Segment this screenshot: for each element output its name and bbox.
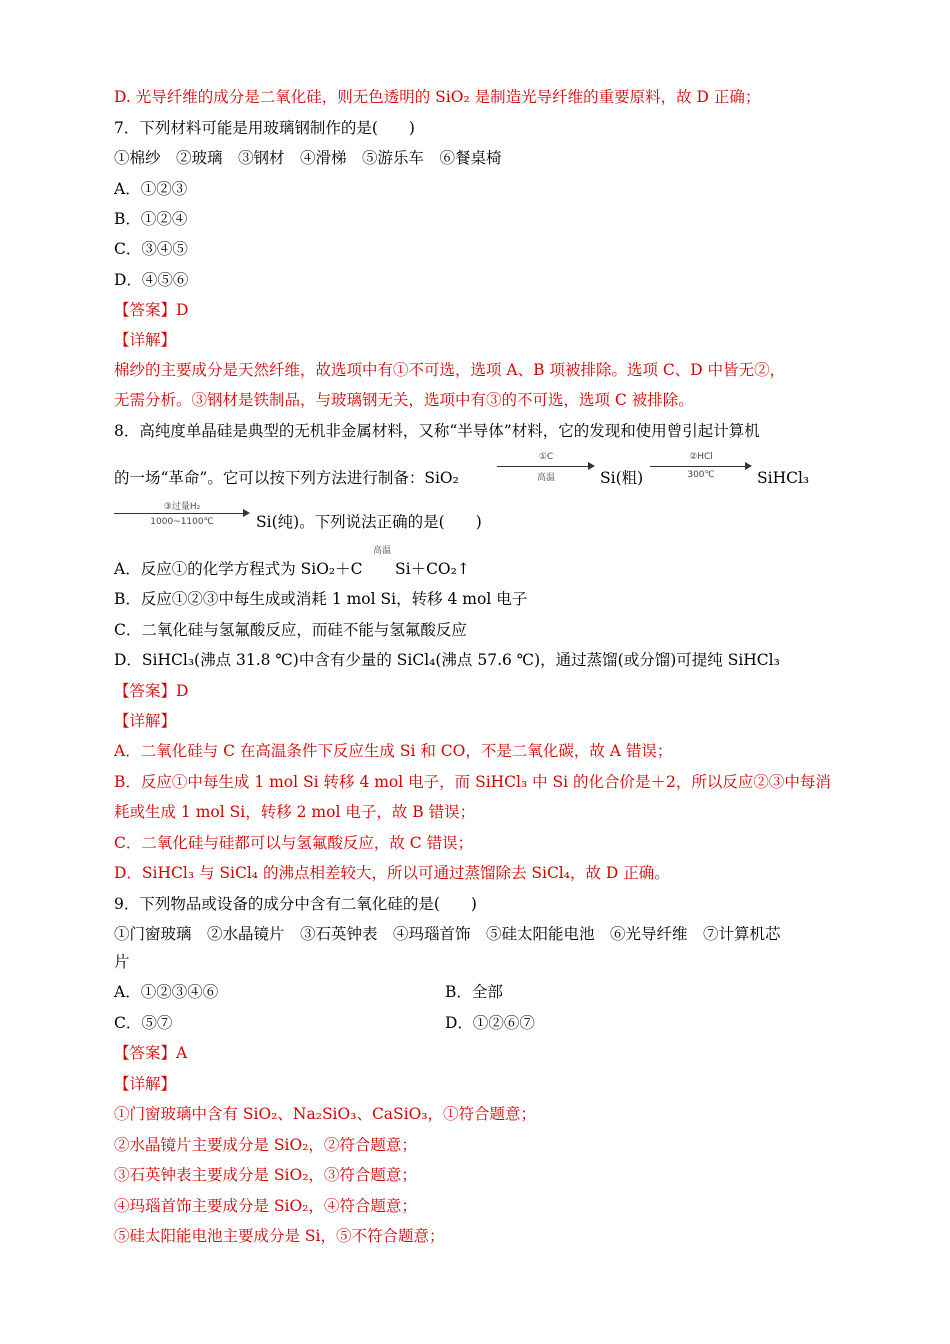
sihcl3: SiHCl₃ [757,469,810,487]
question-8-option-a-suffix: Si＋CO₂↑ [395,560,470,578]
explanation-label: 【详解】 [114,712,177,730]
explanation-line: D．SiHCl₃ 与 SiCl₄ 的沸点相差较大，所以可通过蒸馏除去 SiCl₄，故 D 正确。 [114,864,670,882]
question-8-stem: 8．高纯度单晶硅是典型的无机非金属材料，又称“半导体”材料，它的发现和使用曾引起计算机 [114,422,760,440]
question-7-option-d: D．④⑤⑥ [114,271,189,289]
question-9-option-a: A．①②③④⑥ [114,983,219,1001]
explanation-line: 棉纱的主要成分是天然纤维，故选项中有①不可选，选项 A、B 项被排除。选项 C、D 中皆无②， [114,361,786,379]
explanation-line: ②水晶镜片主要成分是 SiO₂，②符合题意； [114,1136,417,1154]
question-7-option-a: A．①②③ [114,180,188,198]
explanation-line: 无需分析。③钢材是铁制品，与玻璃钢无关，选项中有③的不可选，选项 C 被排除。 [114,391,694,409]
explanation-line: ①门窗玻璃中含有 SiO₂、Na₂SiO₃、CaSiO₃，①符合题意； [114,1105,537,1123]
answer-label: 【答案】D [114,301,189,319]
question-9-items: ①门窗玻璃 ②水晶镜片 ③石英钟表 ④玛瑙首饰 ⑤硅太阳能电池 ⑥光导纤维 ⑦计算机芯 [114,925,781,943]
question-9-items-cont: 片 [114,953,130,971]
arrow-1-condition-bottom: 高温 [536,473,555,483]
explanation-line: A．二氧化硅与 C 在高温条件下反应生成 Si 和 CO，不是二氧化碳，故 A 错误； [114,742,673,760]
question-8-scheme-suffix: Si(纯)。下列说法正确的是( ) [256,513,482,531]
si-crude: Si(粗) [600,469,644,487]
explanation-line: ④玛瑙首饰主要成分是 SiO₂，④符合题意； [114,1197,417,1215]
option-a-condition: 高温 [373,546,392,556]
question-9-option-c: C．⑤⑦ [114,1014,173,1032]
explanation-line: 耗或生成 1 mol Si，转移 2 mol 电子，故 B 错误； [114,803,476,821]
question-8-option-c: C．二氧化硅与氢氟酸反应，而硅不能与氢氟酸反应 [114,621,467,639]
question-8-option-b: B．反应①②③中每生成或消耗 1 mol Si，转移 4 mol 电子 [114,590,528,608]
answer-label: 【答案】A [114,1044,188,1062]
arrow-2-condition-bottom: 300℃ [687,470,715,480]
answer-label: 【答案】D [114,682,189,700]
question-7-option-c: C．③④⑤ [114,240,188,258]
question-7-option-b: B．①②④ [114,210,188,228]
explanation-line: B．反应①中每生成 1 mol Si 转移 4 mol 电子，而 SiHCl₃ 中 Si 的化合价是＋2，所以反应②③中每消 [114,773,831,791]
arrow-3-condition-bottom: 1000~1100℃ [150,517,214,527]
question-8-option-d: D．SiHCl₃(沸点 31.8 ℃)中含有少量的 SiCl₄(沸点 57.6 ℃)，通过蒸馏(或分馏)可提纯 SiHCl₃ [114,651,780,669]
question-7-stem: 7．下列材料可能是用玻璃钢制作的是( ) [114,119,415,137]
explanation-line: ⑤硅太阳能电池主要成分是 Si，⑤不符合题意； [114,1227,445,1245]
question-9-stem: 9．下列物品或设备的成分中含有二氧化硅的是( ) [114,895,477,913]
explanation-line: D. 光导纤维的成分是二氧化硅，则无色透明的 SiO₂ 是制造光导纤维的重要原料，故 D 正确； [114,88,761,106]
question-8-option-a-prefix: A．反应①的化学方程式为 SiO₂＋C [114,560,363,578]
question-7-items: ①棉纱 ②玻璃 ③钢材 ④滑梯 ⑤游乐车 ⑥餐桌椅 [114,149,502,167]
explanation-label: 【详解】 [114,1075,177,1093]
arrow-3-condition-top: ③过量H₂ [163,502,201,512]
question-9-option-b: B．全部 [445,983,503,1001]
explanation-line: ③石英钟表主要成分是 SiO₂，③符合题意； [114,1166,417,1184]
explanation-line: C．二氧化硅与硅都可以与氢氟酸反应，故 C 错误； [114,834,474,852]
arrow-2-condition-top: ②HCl [689,452,713,462]
question-9-option-d: D．①②⑥⑦ [445,1014,535,1032]
explanation-label: 【详解】 [114,331,177,349]
arrow-1-condition-top: ①C [538,452,554,462]
question-8-scheme-prefix: 的一场“革命”。它可以按下列方法进行制备：SiO₂ [114,469,459,487]
